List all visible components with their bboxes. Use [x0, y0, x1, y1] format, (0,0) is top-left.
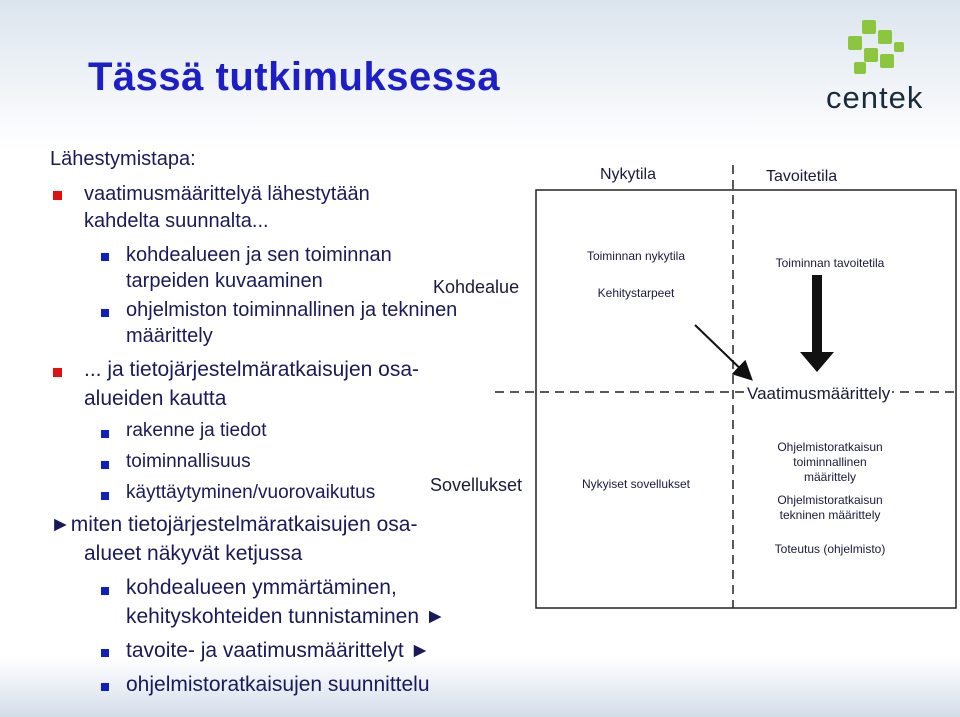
functional-spec: Ohjelmistoratkaisun toiminnallinen määrittely [777, 440, 883, 484]
sub1-item1-line2: tarpeiden kuvaaminen [126, 270, 323, 292]
technical-spec: Ohjelmistoratkaisun tekninen määrittely [777, 493, 883, 522]
implementation: Toteutus (ohjelmisto) [774, 542, 886, 556]
current-applications: Nykyiset sovellukset [581, 477, 691, 491]
approach-label: Lähestymistapa: [50, 148, 196, 170]
requirements-spec: Vaatimusmäärittely [747, 384, 891, 403]
column-target: Tavoitetila [766, 168, 838, 185]
sub2-item1: rakenne ja tiedot [126, 420, 267, 441]
bullet1-line2: kahdelta suunnalta... [84, 210, 269, 232]
arrow-icon: ► [409, 639, 431, 662]
logo-wordmark: centek [826, 80, 924, 115]
arrow-icon: ► [424, 605, 446, 628]
bullet1-line1: vaatimusmäärittelyä lähestytään [84, 183, 370, 205]
sub1-item2-line2: määrittely [126, 325, 213, 347]
column-current: Nykytila [600, 166, 657, 183]
current-operations: Toiminnan nykytila [586, 249, 686, 263]
label-applications: Sovellukset [430, 475, 523, 495]
label-domain: Kohdealue [433, 277, 520, 297]
sub3-item1-line2: kehityskohteiden tunnistaminen ► [126, 605, 446, 628]
arrow-point-line2: alueet näkyvät ketjussa [84, 542, 303, 565]
sub2-item3: käyttäytyminen/vuorovaikutus [126, 482, 376, 503]
sub1-item2-line1: ohjelmiston toiminnallinen ja tekninen [126, 299, 458, 321]
target-operations: Toiminnan tavoitetila [775, 256, 885, 270]
sub1-item1-line1: kohdealueen ja sen toiminnan [126, 244, 392, 266]
sub3-item1-line1: kohdealueen ymmärtäminen, [126, 576, 397, 599]
sub3-item2: tavoite- ja vaatimusmäärittelyt ► [126, 639, 431, 662]
down-arrow-shaft [812, 275, 822, 353]
diagonal-arrow [695, 325, 750, 378]
bullet2-line1: ... ja tietojärjestelmäratkaisujen osa- [84, 358, 419, 381]
slide-title: Tässä tutkimuksessa [88, 55, 500, 99]
sub2-item2: toiminnallisuus [126, 451, 251, 472]
development-needs: Kehitystarpeet [597, 286, 675, 300]
arrow-point-line1: ►miten tietojärjestelmäratkaisujen osa- [50, 513, 418, 536]
down-arrow-head [800, 352, 834, 372]
sub3-item3: ohjelmistoratkaisujen suunnittelu [126, 673, 430, 696]
arrow-icon: ► [50, 513, 71, 536]
bullet2-line2: alueiden kautta [84, 387, 227, 410]
